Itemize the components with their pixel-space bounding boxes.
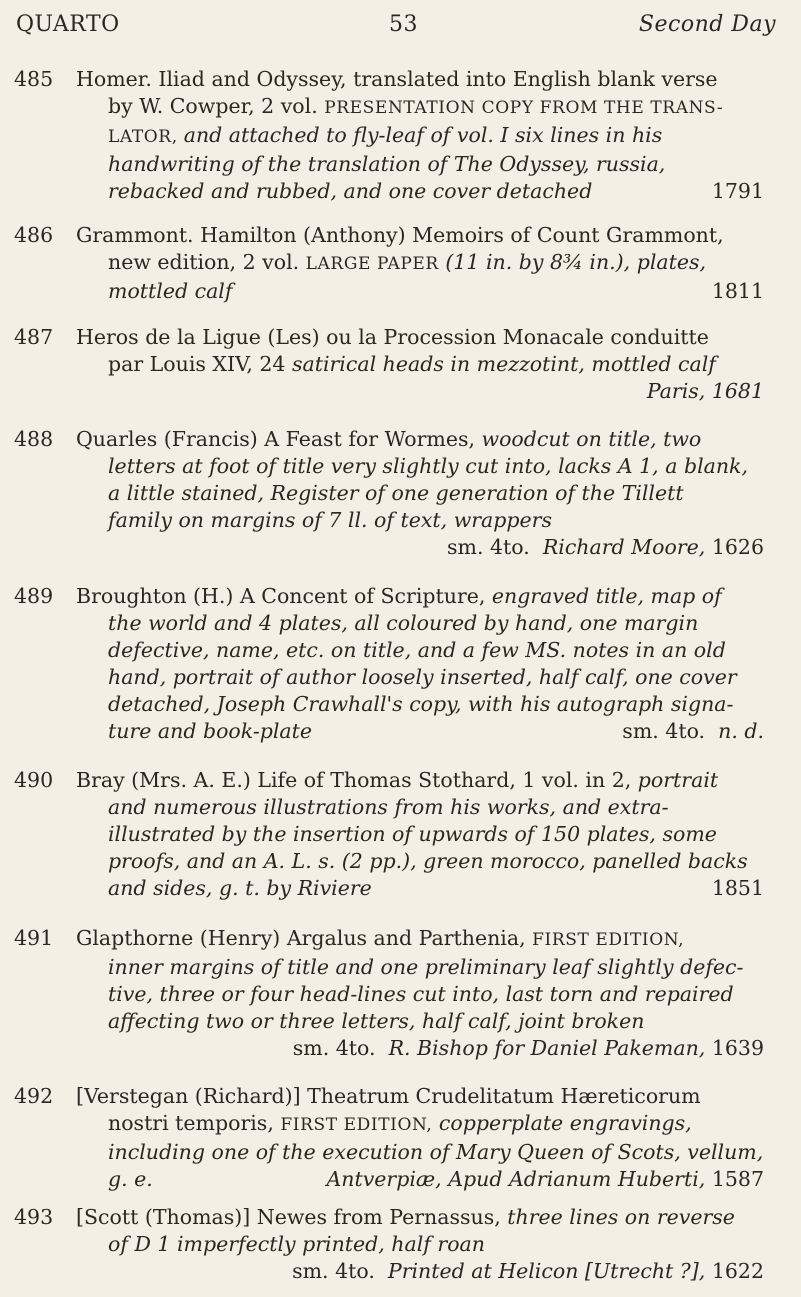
entry-desc: family on margins of 7 ll. of text, wrappers [108, 508, 552, 532]
page-header [16, 12, 776, 46]
entry-desc: portrait [637, 768, 719, 792]
lot-number: 486 [14, 223, 54, 247]
entry-desc: handwriting of the translation of The Odyssey, russia, [108, 152, 666, 176]
entry-caps: LATOR, [108, 127, 184, 147]
entry-desc: inner margins of title and one preliminary leaf slightly defec- [108, 955, 744, 979]
entry-caps: FIRST EDITION, [532, 930, 685, 950]
lot-number: 485 [14, 67, 54, 91]
entry-date: 1639 [711, 1036, 764, 1060]
lot-entry [14, 66, 784, 205]
entry-caps: FIRST EDITION, [280, 1115, 433, 1135]
entry-desc: and numerous illustrations from his works, and extra- [108, 795, 669, 819]
lot-number: 488 [14, 427, 54, 451]
entry-format: sm. 4to. [292, 1259, 375, 1283]
entry-text: Heros de la Ligue (Les) ou la Procession Monacale conduitte [76, 325, 709, 349]
entry-desc: a little stained, Register of one generation of the Tillett [108, 481, 684, 505]
entry-desc: letters at foot of title very slightly cut into, lacks A 1, a blank, [108, 454, 748, 478]
lot-entry [14, 1204, 784, 1285]
entry-date: 1811 [711, 279, 764, 303]
entry-text: Bray (Mrs. A. E.) Life of Thomas Stothard, 1 vol. in 2, [76, 768, 638, 792]
entry-text: by W. Cowper, 2 vol. [108, 94, 325, 118]
entry-desc: tive, three or four head-lines cut into, last torn and repaired [108, 982, 734, 1006]
entry-printer: R. Bishop for Daniel Pakeman, [388, 1036, 706, 1060]
lot-entry [14, 426, 784, 561]
entry-caps: LARGE PAPER [305, 254, 439, 274]
lot-entry [14, 583, 784, 745]
entry-text: Quarles (Francis) A Feast for Wormes, [76, 427, 482, 451]
lot-number: 487 [14, 325, 54, 349]
entry-text: par Louis XIV, 24 [108, 352, 292, 376]
lot-entry [14, 767, 784, 902]
entry-desc: ture and book-plate [108, 719, 313, 743]
entry-text: [Scott (Thomas)] Newes from Pernassus, [76, 1205, 508, 1229]
entry-text: Glapthorne (Henry) Argalus and Parthenia, [76, 926, 533, 950]
entry-desc: copperplate engravings, [432, 1111, 692, 1135]
entry-text: Grammont. Hamilton (Anthony) Memoirs of Count Grammont, [76, 223, 724, 247]
entry-printer: Printed at Helicon [Utrecht ?], [387, 1259, 706, 1283]
entry-desc: and sides, g. t. by Riviere [108, 876, 372, 900]
entry-imprint: Paris, 1681 [646, 379, 764, 403]
page-number: 53 [389, 12, 418, 37]
entry-desc: illustrated by the insertion of upwards of 150 plates, some [108, 822, 717, 846]
entry-date: 1587 [711, 1167, 764, 1191]
entry-desc: g. e. [108, 1167, 153, 1191]
entry-caps: PRESENTATION COPY FROM THE TRANS- [324, 98, 724, 118]
entry-date: n. d. [718, 719, 764, 743]
entry-text: Broughton (H.) A Concent of Scripture, [76, 584, 492, 608]
entry-desc: (11 in. by 8¾ in.), plates, [438, 250, 706, 274]
entry-text: nostri temporis, [108, 1111, 281, 1135]
entry-desc: hand, portrait of author loosely inserted, half calf, one cover [108, 665, 737, 689]
entry-date: 1791 [711, 179, 764, 203]
entry-format: sm. 4to. [292, 1036, 376, 1060]
entry-desc: rebacked and rubbed, and one cover detached [108, 179, 593, 203]
entry-text: new edition, 2 vol. [108, 250, 306, 274]
entry-desc: the world and 4 plates, all coloured by hand, one margin [108, 611, 699, 635]
lot-entry [14, 925, 784, 1062]
entry-desc: defective, name, etc. on title, and a few MS. notes in an old [108, 638, 726, 662]
entry-desc: woodcut on title, two [481, 427, 702, 451]
lot-number: 491 [14, 926, 54, 950]
entry-format: sm. 4to. [622, 719, 706, 743]
lot-number: 493 [14, 1205, 54, 1229]
lot-entry [14, 222, 784, 305]
entry-desc: detached, Joseph Crawhall's copy, with his autograph signa- [108, 692, 734, 716]
entry-desc: of D 1 imperfectly printed, half roan [108, 1232, 485, 1256]
entry-desc: engraved title, map of [491, 584, 722, 608]
entry-text: Homer. Iliad and Odyssey, translated into English blank verse [76, 67, 718, 91]
entry-desc: including one of the execution of Mary Queen of Scots, vellum, [108, 1140, 764, 1164]
lot-number: 490 [14, 768, 54, 792]
lot-number: 492 [14, 1084, 54, 1108]
lot-entry [14, 1083, 784, 1193]
entry-desc: three lines on reverse [507, 1205, 735, 1229]
header-section-label: QUARTO [16, 12, 120, 37]
entry-date: 1851 [711, 876, 764, 900]
entry-desc: affecting two or three letters, half calf, joint broken [108, 1009, 645, 1033]
entry-desc: and attached to fly-leaf of vol. I six lines in his [183, 123, 663, 147]
entry-text: [Verstegan (Richard)] Theatrum Crudelitatum Hæreticorum [76, 1084, 701, 1108]
entry-format: sm. 4to. [447, 535, 530, 559]
entry-printer: Antverpiæ, Apud Adrianum Huberti, [326, 1167, 706, 1191]
entry-date: 1622 [711, 1259, 764, 1283]
entry-desc: mottled calf [108, 279, 233, 303]
entry-printer: Richard Moore, [542, 535, 706, 559]
entry-desc: proofs, and an A. L. s. (2 pp.), green morocco, panelled backs [108, 849, 748, 873]
entry-desc: satirical heads in mezzotint, mottled calf [291, 352, 716, 376]
entry-date: 1626 [711, 535, 764, 559]
lot-number: 489 [14, 584, 54, 608]
header-day-label: Second Day [638, 12, 776, 37]
lot-entry [14, 324, 784, 405]
